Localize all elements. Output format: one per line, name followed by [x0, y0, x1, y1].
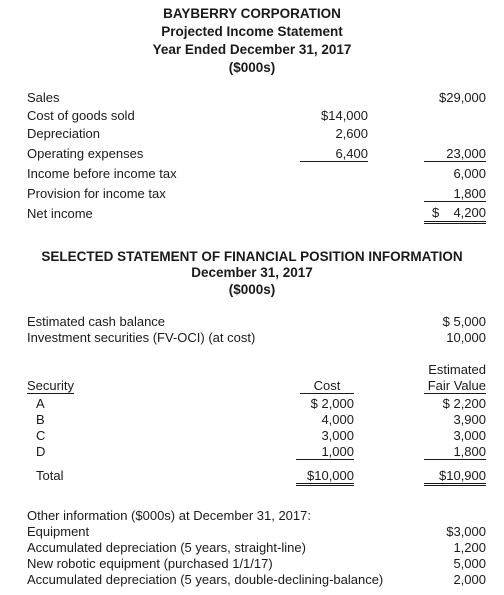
position-row-label: Estimated cash balance [27, 314, 166, 329]
position-date: December 31, 2017 [191, 265, 313, 280]
income-row-label: Cost of goods sold [27, 108, 135, 123]
income-row-label: Provision for income tax [27, 186, 166, 201]
position-row-value: $ 5,000 [442, 314, 486, 329]
other-row-value: 2,000 [453, 572, 486, 587]
security-name: D [36, 444, 46, 459]
security-cost: 1,000 [296, 444, 354, 460]
income-row-amount: 2,600 [335, 126, 368, 141]
net-income-amount: 4,200 [453, 205, 486, 220]
security-fair-value: 3,900 [453, 412, 486, 427]
statement-period: Year Ended December 31, 2017 [152, 42, 352, 57]
position-row-value: 10,000 [446, 330, 486, 345]
fair-value-header-line2: Fair Value [424, 378, 486, 394]
security-name: C [36, 428, 46, 443]
statement-title: Projected Income Statement [161, 24, 343, 39]
income-row-label: Depreciation [27, 126, 100, 141]
dollar-sign: $ [432, 205, 440, 220]
income-row-label: Net income [27, 206, 93, 221]
securities-total-fair-value: $10,900 [424, 468, 486, 486]
position-title: SELECTED STATEMENT OF FINANCIAL POSITION INFORMATION [41, 249, 463, 264]
income-row-total: 1,800 [424, 186, 486, 202]
income-row-label: Sales [27, 90, 60, 105]
income-row-label: Operating expenses [27, 146, 144, 161]
security-name: B [36, 412, 45, 427]
other-row-label: New robotic equipment (purchased 1/1/17) [27, 556, 273, 571]
fair-value-header-line1: Estimated [428, 362, 486, 377]
income-row-amount: $14,000 [321, 108, 368, 123]
security-fair-value: $ 2,200 [442, 396, 486, 411]
income-row-total: 23,000 [424, 146, 486, 162]
income-row-total: 6,000 [453, 166, 486, 181]
security-name: A [36, 396, 45, 411]
security-cost: 4,000 [321, 412, 354, 427]
income-row-label: Income before income tax [27, 166, 177, 181]
security-header: Security [27, 378, 74, 393]
company-name: BAYBERRY CORPORATION [163, 6, 341, 21]
security-fair-value: 3,000 [453, 428, 486, 443]
other-row-label: Accumulated depreciation (5 years, straight-line) [27, 540, 306, 555]
statement-units: ($000s) [228, 60, 276, 75]
position-units: ($000s) [228, 282, 276, 297]
other-row-value: $3,000 [446, 524, 486, 539]
other-row-label: Accumulated depreciation (5 years, double-declining-balance) [27, 572, 384, 587]
other-row-value: 1,200 [453, 540, 486, 555]
security-cost: $ 2,000 [310, 396, 354, 411]
net-income-value [424, 204, 486, 224]
cost-header: Cost [300, 378, 354, 394]
securities-total-cost: $10,000 [296, 468, 354, 486]
position-row-label: Investment securities (FV-OCI) (at cost) [27, 330, 256, 345]
other-row-label: Equipment [27, 524, 90, 539]
income-row-total: $29,000 [439, 90, 486, 105]
other-row-value: 5,000 [453, 556, 486, 571]
security-cost: 3,000 [321, 428, 354, 443]
other-info-title: Other information ($000s) at December 31, 2017: [27, 508, 311, 523]
security-fair-value: 1,800 [424, 444, 486, 460]
income-row-amount: 6,400 [300, 146, 368, 162]
securities-total-label: Total [36, 468, 64, 483]
